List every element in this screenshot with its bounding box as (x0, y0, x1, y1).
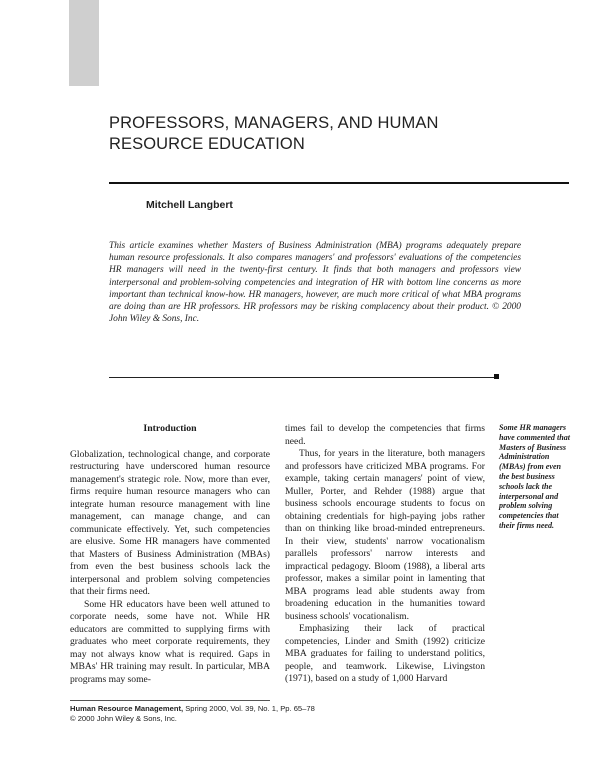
rule-end-square (494, 374, 499, 379)
section-heading: Introduction (143, 423, 197, 434)
citation-details: Spring 2000, Vol. 39, No. 1, Pp. 65–78 (183, 704, 315, 713)
header-gray-tab (69, 0, 99, 86)
title-line-1: PROFESSORS, MANAGERS, AND HUMAN (109, 114, 439, 132)
paragraph: Emphasizing their lack of practical competencies, Linder and Smith (1992) criticize MBA graduates for failing to understand politics, people, and teamwork. Likewise, Livingston (1971), based on a study of 1,000 Harvard (285, 623, 485, 684)
pull-quote: Some HR managers have commented that Masters of Business Administration (MBAs) from even the best business schools lack the interpersonal and problem solving competencies that their firms need. (499, 423, 571, 530)
title-rule (109, 182, 569, 184)
body-column-middle (285, 423, 485, 686)
paragraph: Thus, for years in the literature, both managers and professors have criticized MBA programs. For example, taking certain managers' point of view, Muller, Porter, and Rehder (1988) argue that business schools encourage students to focus on obtaining credentials for high-paying jobs rather than on thinking like broad-minded entrepreneurs. In their view, students' narrow vocationalism parallels professors' narrow interests and impractical pedagogy. Bloom (1988), a liberal arts professor, makes a similar point in lamenting that MBA programs lead able students away from broadening education in the humanities toward business schools' vocationalism. (285, 448, 485, 622)
footer-rule (70, 700, 270, 701)
paragraph: Some HR educators have been well attuned to corporate needs, some have not. While HR educators are committed to supplying firms with graduates who meet corporate requirements, they may not always know what is required. Gaps in MBAs' HR training may result. In particular, MBA programs may some- (70, 598, 270, 685)
footer-copyright: © 2000 John Wiley & Sons, Inc. (70, 714, 177, 723)
paragraph: Globalization, technological change, and corporate restructuring have underscored human resource management's strategic role. Now, more than ever, firms require human resource managers who can integrate human resource management with line management, can manage change, and can communicate effectively. Yet, such competencies are elusive. Some HR managers have commented that Masters of Business Administration (MBAs) from even the best business schools lack the interpersonal and problem solving competencies that their firms need. (70, 448, 270, 597)
body-column-left (70, 423, 270, 686)
abstract-rule (109, 377, 496, 378)
article-title (109, 113, 549, 155)
title-line-2: RESOURCE EDUCATION (109, 135, 305, 153)
abstract: This article examines whether Masters of Business Administration (MBA) programs adequately prepare human resource professionals. It also compares managers' and professors' evaluations of the competencies HR managers will need in the twenty-first century. It finds that both managers and professors view interpersonal and problem-solving competencies and integration of HR with bottom line concerns as more important than technical know-how. HR managers, however, are much more critical of what MBA programs are doing than are HR professors. HR professors may be risking complacency about their product. © 2000 John Wiley & Sons, Inc. (109, 241, 521, 325)
paragraph: times fail to develop the competencies that firms need. (285, 423, 485, 447)
footer-citation (70, 704, 315, 713)
author-name: Mitchell Langbert (146, 199, 233, 211)
journal-name: Human Resource Management, (70, 704, 184, 713)
